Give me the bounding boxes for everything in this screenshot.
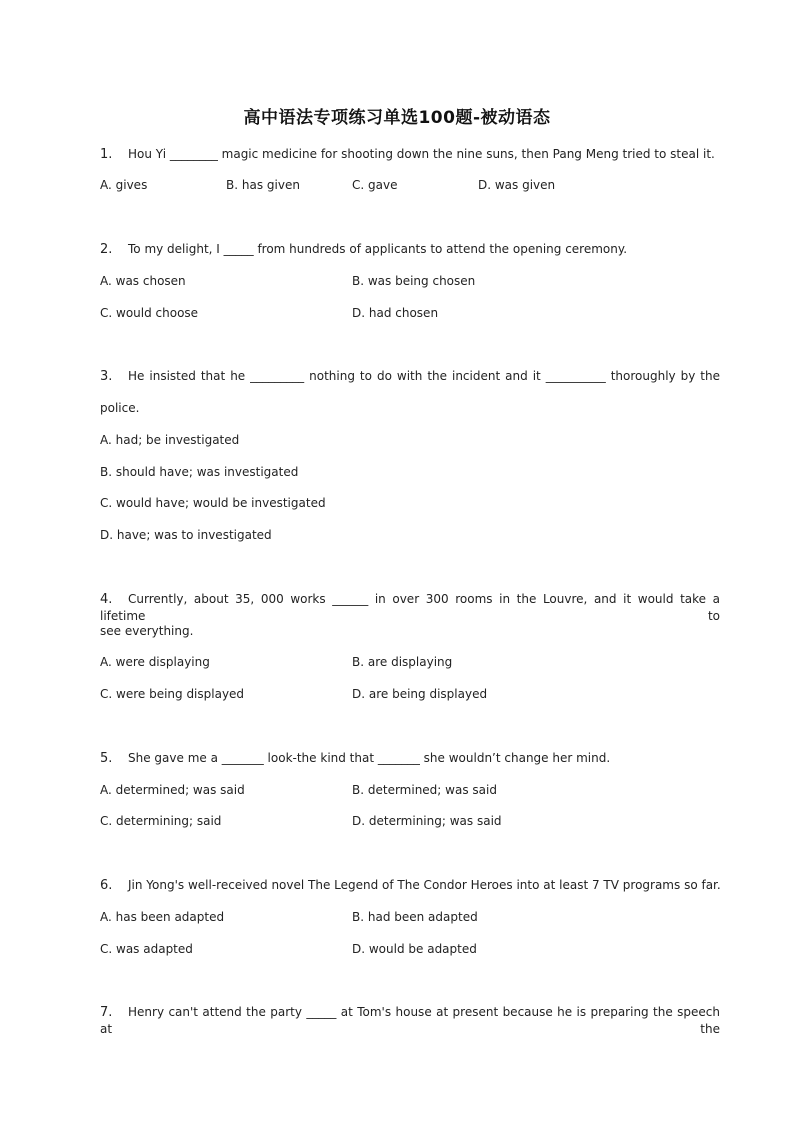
option-b[interactable]: B. determined; was said: [352, 783, 497, 797]
question-3: [100, 368, 720, 385]
question-5: [100, 750, 610, 767]
option-d[interactable]: D. was given: [478, 178, 556, 192]
question-number: 3.: [100, 369, 113, 384]
question-number: 5.: [100, 751, 113, 766]
question-number: 6.: [100, 878, 113, 893]
question-number: 4.: [100, 592, 113, 607]
option-d[interactable]: D. would be adapted: [352, 942, 477, 956]
question-stem: He insisted that he _________ nothing to do with the incident and it __________ thoroughly by the: [128, 369, 720, 383]
question-number: 7.: [100, 1005, 113, 1020]
option-c[interactable]: C. would have; would be investigated: [100, 496, 326, 510]
question-stem: Jin Yong's well-received novel The Legend of The Condor Heroes into at least 7 TV programs so far.: [128, 878, 721, 892]
option-a[interactable]: A. determined; was said: [100, 783, 245, 797]
option-c[interactable]: C. was adapted: [100, 942, 193, 956]
question-stem: She gave me a _______ look-the kind that _______ she wouldn’t change her mind.: [128, 751, 611, 765]
question-3-continued: police.: [100, 401, 140, 415]
option-a[interactable]: A. was chosen: [100, 274, 186, 288]
option-b[interactable]: B. has given: [226, 178, 300, 192]
option-a[interactable]: A. gives: [100, 178, 148, 192]
option-d[interactable]: D. determining; was said: [352, 814, 502, 828]
option-b[interactable]: B. are displaying: [352, 655, 453, 669]
option-d[interactable]: D. are being displayed: [352, 687, 488, 701]
option-d[interactable]: D. have; was to investigated: [100, 528, 272, 542]
question-4: [100, 591, 720, 624]
question-1: [100, 146, 715, 163]
option-c[interactable]: C. determining; said: [100, 814, 222, 828]
question-stem: Currently, about 35, 000 works ______ in over 300 rooms in the Louvre, and it would take a lifetime to: [100, 592, 720, 623]
question-stem: To my delight, I _____ from hundreds of applicants to attend the opening ceremony.: [128, 242, 628, 256]
question-stem: Henry can't attend the party _____ at Tom's house at present because he is preparing the speech at the: [100, 1005, 720, 1036]
option-d[interactable]: D. had chosen: [352, 306, 439, 320]
option-c[interactable]: C. were being displayed: [100, 687, 245, 701]
question-number: 2.: [100, 242, 113, 257]
question-6: [100, 877, 721, 894]
question-7: [100, 1004, 720, 1037]
option-c[interactable]: C. gave: [352, 178, 398, 192]
option-c[interactable]: C. would choose: [100, 306, 199, 320]
question-2: [100, 241, 627, 258]
question-4-continued: see everything.: [100, 624, 194, 638]
option-a[interactable]: A. has been adapted: [100, 910, 225, 924]
option-b[interactable]: B. had been adapted: [352, 910, 478, 924]
option-b[interactable]: B. was being chosen: [352, 274, 476, 288]
question-stem: Hou Yi ________ magic medicine for shooting down the nine suns, then Pang Meng tried to steal it.: [128, 147, 715, 161]
page-title: 高中语法专项练习单选100题-被动语态: [243, 108, 551, 128]
option-a[interactable]: A. were displaying: [100, 655, 210, 669]
option-a[interactable]: A. had; be investigated: [100, 433, 240, 447]
question-number: 1.: [100, 147, 113, 162]
option-b[interactable]: B. should have; was investigated: [100, 465, 299, 479]
